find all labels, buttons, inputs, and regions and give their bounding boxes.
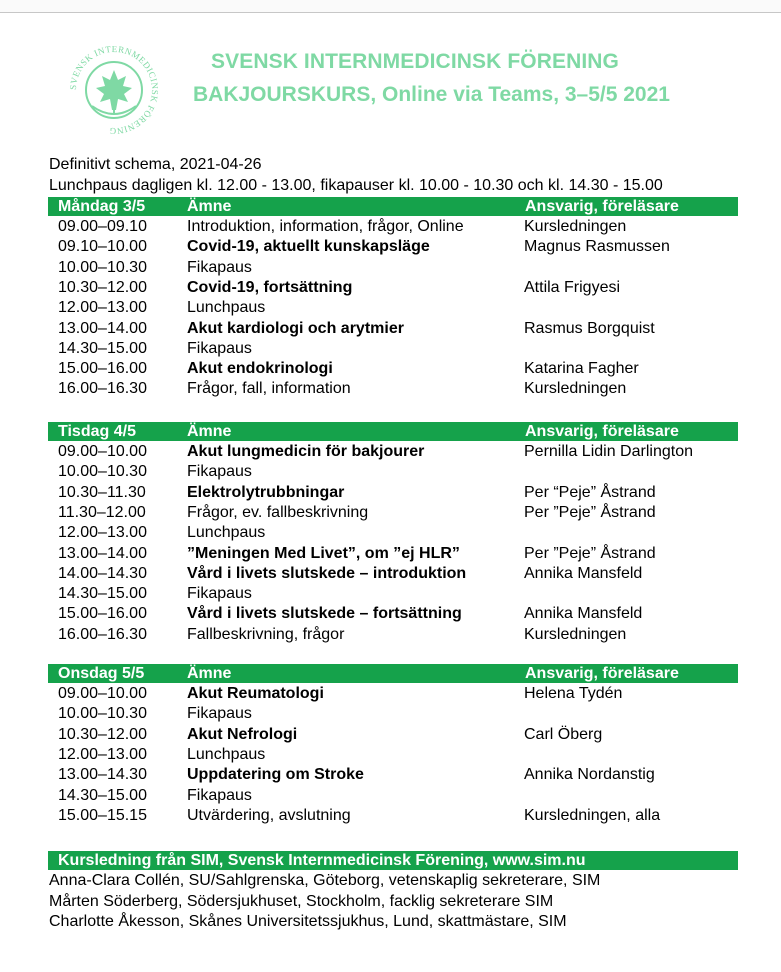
session-topic: Fikapaus — [187, 463, 252, 481]
schedule-row — [48, 442, 748, 462]
session-time: 09.00–10.00 — [58, 443, 147, 460]
schedule-row — [48, 786, 748, 806]
day-label: Onsdag 5/5 — [58, 665, 145, 682]
session-time: 13.00–14.00 — [58, 319, 147, 337]
session-topic: Fallbeskrivning, frågor — [187, 625, 345, 643]
session-topic: Fikapaus — [187, 585, 252, 603]
schedule-row — [48, 564, 748, 584]
course-leadership-heading-text: Kursledning från SIM, Svensk Internmedicinsk Förening, www.sim.nu — [58, 852, 586, 869]
session-responsible: Katarina Fagher — [524, 360, 639, 378]
session-time: 14.30–15.00 — [58, 585, 147, 603]
session-topic: Lunchpaus — [187, 745, 266, 763]
session-topic: Covid-19, aktuellt kunskapsläge — [187, 238, 430, 256]
session-time: 14.30–15.00 — [58, 339, 147, 357]
schedule-row — [48, 625, 748, 645]
session-topic: Introduktion, information, frågor, Online — [187, 218, 464, 235]
session-topic: Fikapaus — [187, 786, 252, 804]
leader-line: Mårten Söderberg, Södersjukhuset, Stockholm, facklig sekreterare SIM — [49, 893, 554, 910]
session-topic: Elektrolytrubbningar — [187, 483, 345, 501]
schedule-row — [48, 604, 748, 624]
logo-text: SVENSK INTERNMEDICINSK FÖRENING — [67, 43, 161, 137]
session-topic: Akut kardiologi och arytmier — [187, 319, 404, 337]
schedule-row — [48, 704, 748, 724]
schedule-row — [48, 298, 748, 318]
session-time: 15.00–16.00 — [58, 605, 147, 623]
organization-title: SVENSK INTERNMEDICINSK FÖRENING — [211, 50, 619, 73]
session-responsible: Per ”Peje” Åstrand — [524, 544, 656, 562]
session-topic: Uppdatering om Stroke — [187, 766, 364, 784]
session-topic: Frågor, ev. fallbeskrivning — [187, 503, 369, 521]
session-responsible: Annika Nordanstig — [524, 766, 655, 784]
society-logo-icon — [62, 38, 166, 142]
session-responsible: Attila Frigyesi — [524, 278, 621, 296]
schedule-row — [48, 339, 748, 359]
course-leadership-heading — [48, 851, 738, 870]
session-topic: Vård i livets slutskede – introduktion — [187, 564, 467, 582]
session-responsible: Kursledningen, alla — [524, 806, 661, 824]
schedule-row — [48, 584, 748, 604]
schedule-row — [48, 503, 748, 523]
schedule-status: Definitivt schema, 2021-04-26 — [49, 156, 262, 173]
session-topic: Fikapaus — [187, 339, 252, 357]
breaks-info: Lunchpaus dagligen kl. 12.00 - 13.00, fikapauser kl. 10.00 - 10.30 och kl. 14.30 - 15.00 — [49, 177, 663, 194]
session-time: 16.00–16.30 — [58, 380, 147, 398]
session-time: 10.30–12.00 — [58, 278, 147, 296]
leader-line: Anna-Clara Collén, SU/Sahlgrenska, Göteborg, vetenskaplig sekreterare, SIM — [49, 872, 601, 889]
session-topic: Vård i livets slutskede – fortsättning — [187, 605, 462, 623]
session-topic: ”Meningen Med Livet”, om ”ej HLR” — [187, 544, 460, 562]
day-header — [48, 422, 738, 441]
session-topic: Akut endokrinologi — [187, 360, 333, 378]
course-title: BAKJOURSKURS, Online via Teams, 3–5/5 2021 — [193, 83, 670, 106]
session-time: 10.00–10.30 — [58, 258, 147, 276]
session-responsible: Carl Öberg — [524, 725, 603, 743]
session-responsible: Annika Mansfeld — [524, 564, 643, 582]
session-responsible: Kursledningen — [524, 218, 627, 235]
session-responsible: Per ”Peje” Åstrand — [524, 503, 656, 521]
session-time: 09.00–10.00 — [58, 685, 147, 702]
session-responsible: Rasmus Borgquist — [524, 319, 655, 337]
session-time: 10.00–10.30 — [58, 463, 147, 481]
day-header — [48, 664, 738, 683]
column-responsible-header: Ansvarig, föreläsare — [525, 198, 679, 215]
schedule-row — [48, 379, 748, 399]
session-responsible: Kursledningen — [524, 625, 627, 643]
session-time: 10.00–10.30 — [58, 705, 147, 723]
column-topic-header: Ämne — [187, 665, 232, 682]
session-time: 15.00–16.00 — [58, 360, 147, 378]
schedule-row — [48, 278, 748, 298]
session-time: 14.30–15.00 — [58, 786, 147, 804]
session-time: 15.00–15.15 — [58, 806, 147, 824]
session-topic: Fikapaus — [187, 705, 252, 723]
top-edge-bar — [0, 0, 781, 13]
session-responsible: Annika Mansfeld — [524, 605, 643, 623]
schedule-row — [48, 745, 748, 765]
day-label: Måndag 3/5 — [58, 198, 146, 215]
session-responsible: Pernilla Lidin Darlington — [524, 443, 693, 460]
schedule-row — [48, 258, 748, 278]
session-topic: Akut Reumatologi — [187, 685, 324, 702]
schedule-row — [48, 462, 748, 482]
session-topic: Utvärdering, avslutning — [187, 806, 351, 824]
session-topic: Akut lungmedicin för bakjourer — [187, 443, 425, 460]
column-responsible-header: Ansvarig, föreläsare — [525, 665, 679, 682]
schedule-row — [48, 319, 748, 339]
schedule-row — [48, 725, 748, 745]
day-header — [48, 197, 738, 216]
session-time: 11.30–12.00 — [58, 503, 146, 521]
leader-line: Charlotte Åkesson, Skånes Universitetssjukhus, Lund, skattmästare, SIM — [49, 913, 567, 930]
column-topic-header: Ämne — [187, 198, 232, 215]
schedule-row — [48, 684, 748, 704]
session-time: 09.00–09.10 — [58, 218, 147, 235]
session-time: 16.00–16.30 — [58, 625, 147, 643]
session-time: 10.30–12.00 — [58, 725, 147, 743]
session-responsible: Helena Tydén — [524, 685, 623, 702]
schedule-row — [48, 806, 748, 826]
session-topic: Fikapaus — [187, 258, 252, 276]
schedule-row — [48, 544, 748, 564]
column-topic-header: Ämne — [187, 423, 232, 440]
schedule-row — [48, 765, 748, 785]
session-topic: Akut Nefrologi — [187, 725, 298, 743]
session-responsible: Per “Peje” Åstrand — [524, 483, 656, 501]
session-time: 12.00–13.00 — [58, 745, 147, 763]
session-time: 14.00–14.30 — [58, 564, 147, 582]
schedule-row — [48, 359, 748, 379]
schedule-row — [48, 523, 748, 543]
session-topic: Covid-19, fortsättning — [187, 278, 353, 296]
session-time: 13.00–14.00 — [58, 544, 147, 562]
session-topic: Frågor, fall, information — [187, 380, 351, 398]
day-label: Tisdag 4/5 — [58, 423, 136, 440]
session-topic: Lunchpaus — [187, 524, 266, 542]
column-responsible-header: Ansvarig, föreläsare — [525, 423, 679, 440]
session-time: 10.30–11.30 — [58, 483, 146, 501]
schedule-row — [48, 217, 748, 237]
session-responsible: Magnus Rasmussen — [524, 238, 670, 256]
session-responsible: Kursledningen — [524, 380, 627, 398]
session-topic: Lunchpaus — [187, 299, 266, 317]
session-time: 13.00–14.30 — [58, 766, 147, 784]
session-time: 12.00–13.00 — [58, 299, 147, 317]
session-time: 09.10–10.00 — [58, 238, 147, 256]
schedule-row — [48, 237, 748, 257]
schedule-row — [48, 483, 748, 503]
session-time: 12.00–13.00 — [58, 524, 147, 542]
